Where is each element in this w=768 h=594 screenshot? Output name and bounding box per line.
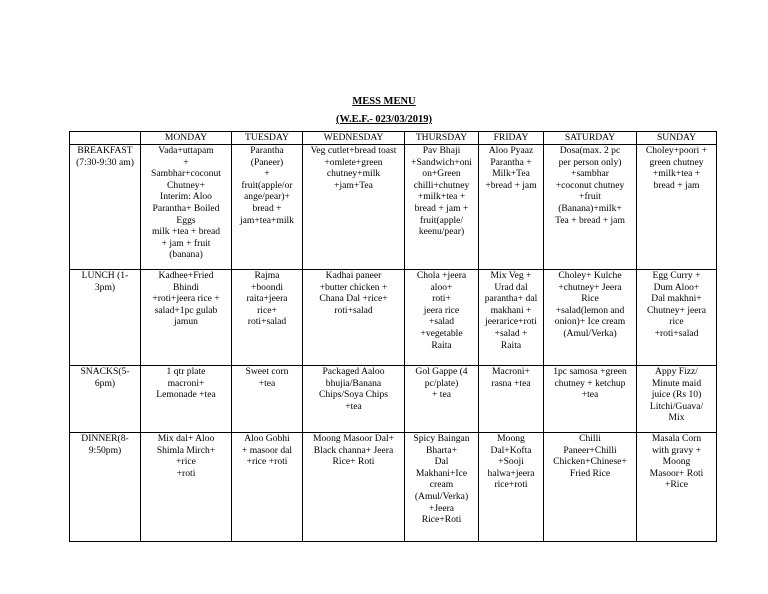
corner-cell	[70, 132, 141, 145]
mess-menu-table	[69, 131, 717, 542]
day-header-tuesday: TUESDAY	[232, 132, 303, 145]
table-row-breakfast	[70, 145, 717, 270]
day-header-friday: FRIDAY	[479, 132, 544, 145]
table-row-lunch	[70, 270, 717, 366]
table-row-snacks	[70, 366, 717, 433]
menu-cell: Aloo Gobhi + masoor dal +rice +roti	[232, 433, 303, 542]
menu-cell: Choley+poori + green chutney +milk+tea + bread + jam	[637, 145, 717, 270]
menu-cell: Mix Veg + Urad dal parantha+ dal makhani + jeerarice+roti +salad + Raita	[479, 270, 544, 366]
menu-cell: Packaged Aaloo bhujia/Banana Chips/Soya Chips +tea	[303, 366, 405, 433]
menu-cell: Kadhai paneer +butter chicken + Chana Dal +rice+ roti+salad	[303, 270, 405, 366]
menu-cell: Mix dal+ Aloo Shimla Mirch+ +rice +roti	[141, 433, 232, 542]
meal-label-snacks: SNACKS(5- 6pm)	[70, 366, 141, 433]
menu-cell: Gol Gappe (4 pc/plate) + tea	[405, 366, 479, 433]
menu-cell: Choley+ Kulche +chutney+ Jeera Rice +salad(lemon and onion)+ Ice cream (Amul/Verka)	[544, 270, 637, 366]
menu-cell: Pav Bhaji +Sandwich+oni on+Green chilli+chutney +milk+tea + bread + jam + fruit(apple/ keenu/pear)	[405, 145, 479, 270]
page-subtitle: (W.E.F.- 023/03/2019)	[335, 114, 433, 125]
menu-cell: Moong Dal+Kofta +Sooji halwa+jeera rice+roti	[479, 433, 544, 542]
page-title: MESS MENU	[352, 96, 416, 107]
meal-label-breakfast: BREAKFAST (7:30-9:30 am)	[70, 145, 141, 270]
day-header-monday: MONDAY	[141, 132, 232, 145]
menu-cell: Spicy Baingan Bharta+ Dal Makhani+Ice cream (Amul/Verka) +Jeera Rice+Roti	[405, 433, 479, 542]
table-row-dinner	[70, 433, 717, 542]
menu-cell: Appy Fizz/ Minute maid juice (Rs 10) Litchi/Guava/ Mix	[637, 366, 717, 433]
day-header-wednesday: WEDNESDAY	[303, 132, 405, 145]
menu-cell: Chilli Paneer+Chilli Chicken+Chinese+ Fried Rice	[544, 433, 637, 542]
day-header-thursday: THURSDAY	[405, 132, 479, 145]
meal-label-dinner: DINNER(8- 9:50pm)	[70, 433, 141, 542]
day-header-sunday: SUNDAY	[637, 132, 717, 145]
menu-cell: Vada+uttapam + Sambhar+coconut Chutney+ Interim: Aloo Parantha+ Boiled Eggs milk +tea + bread + jam + fruit (banana)	[141, 145, 232, 270]
menu-cell: 1 qtr plate macroni+ Lemonade +tea	[141, 366, 232, 433]
menu-cell: Masala Corn with gravy + Moong Masoor+ Roti +Rice	[637, 433, 717, 542]
menu-cell: Egg Curry + Dum Aloo+ Dal makhni+ Chutney+ jeera rice +roti+salad	[637, 270, 717, 366]
meal-label-lunch: LUNCH (1- 3pm)	[70, 270, 141, 366]
menu-cell: Aloo Pyaaz Parantha + Milk+Tea +bread + jam	[479, 145, 544, 270]
menu-cell: 1pc samosa +green chutney + ketchup +tea	[544, 366, 637, 433]
menu-cell: Parantha (Paneer) + fruit(apple/or ange/pear)+ bread + jam+tea+milk	[232, 145, 303, 270]
menu-cell: Chola +jeera aloo+ roti+ jeera rice +salad +vegetable Raita	[405, 270, 479, 366]
menu-cell: Kadhee+Fried Bhindi +roti+jeera rice + salad+1pc gulab jamun	[141, 270, 232, 366]
menu-cell: Sweet corn +tea	[232, 366, 303, 433]
menu-cell: Moong Masoor Dal+ Black channa+ Jeera Rice+ Roti	[303, 433, 405, 542]
menu-cell: Veg cutlet+bread toast +omlete+green chutney+milk +jam+Tea	[303, 145, 405, 270]
day-header-saturday: SATURDAY	[544, 132, 637, 145]
day-header-row	[70, 132, 717, 145]
menu-cell: Rajma +boondi raita+jeera rice+ roti+salad	[232, 270, 303, 366]
menu-cell: Macroni+ rasna +tea	[479, 366, 544, 433]
menu-cell: Dosa(max. 2 pc per person only) +sambhar +coconut chutney +fruit (Banana)+milk+ Tea + bread + jam	[544, 145, 637, 270]
